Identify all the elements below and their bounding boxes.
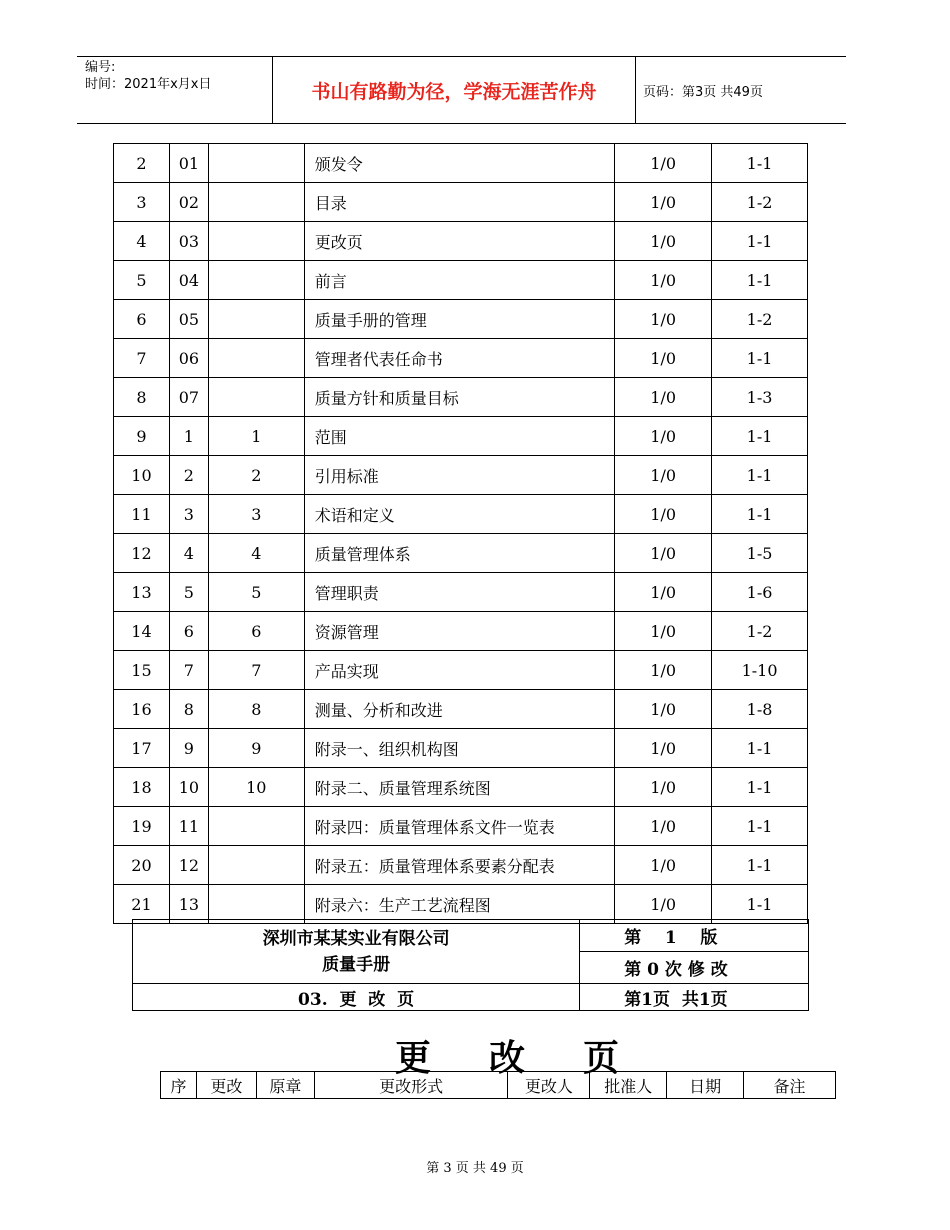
contents-row (114, 339, 808, 378)
change-column-header: 日期 (667, 1072, 744, 1099)
section-number-cell: 13 (169, 885, 208, 924)
page-range-cell: 1-6 (712, 573, 808, 612)
contents-row (114, 612, 808, 651)
chapter-cell: 10 (208, 768, 304, 807)
contents-row (114, 495, 808, 534)
version-cell: 1/0 (615, 690, 712, 729)
chapter-cell: 3 (208, 495, 304, 534)
contents-row (114, 846, 808, 885)
page-range-cell: 1-5 (712, 534, 808, 573)
document-date-label: 时间：2021年x月x日 (85, 77, 212, 92)
page-range-cell: 1-3 (712, 378, 808, 417)
version-cell: 1/0 (615, 144, 712, 183)
manual-title-block (132, 919, 809, 1011)
contents-row (114, 300, 808, 339)
contents-row (114, 261, 808, 300)
contents-row (114, 807, 808, 846)
chapter-cell: 9 (208, 729, 304, 768)
page-range-cell: 1-1 (712, 885, 808, 924)
chapter-cell (208, 339, 304, 378)
title-char: 更 (395, 1037, 432, 1079)
row-seq-cell: 10 (114, 456, 170, 495)
row-seq-cell: 9 (114, 417, 170, 456)
version-cell: 1/0 (615, 612, 712, 651)
row-seq-cell: 16 (114, 690, 170, 729)
contents-row (114, 456, 808, 495)
section-title-cell: 附录五：质量管理体系要素分配表 (304, 846, 615, 885)
section-number-cell: 01 (169, 144, 208, 183)
chapter-cell: 8 (208, 690, 304, 729)
row-seq-cell: 17 (114, 729, 170, 768)
row-seq-cell: 18 (114, 768, 170, 807)
page-range-cell: 1-1 (712, 261, 808, 300)
chapter-cell (208, 885, 304, 924)
section-title-cell: 产品实现 (304, 651, 615, 690)
change-column-header: 序 (161, 1072, 197, 1099)
section-number-cell: 5 (169, 573, 208, 612)
chapter-cell (208, 222, 304, 261)
section-title-cell: 管理者代表任命书 (304, 339, 615, 378)
section-number-cell: 2 (169, 456, 208, 495)
chapter-cell: 5 (208, 573, 304, 612)
contents-row (114, 378, 808, 417)
row-seq-cell: 21 (114, 885, 170, 924)
chapter-cell: 7 (208, 651, 304, 690)
row-seq-cell: 4 (114, 222, 170, 261)
page-range-cell: 1-1 (712, 417, 808, 456)
chapter-cell (208, 261, 304, 300)
section-title-cell: 颁发令 (304, 144, 615, 183)
page-info-cell: 第1页 共1页 (580, 984, 809, 1011)
section-number-cell: 05 (169, 300, 208, 339)
version-cell: 1/0 (615, 846, 712, 885)
page-range-cell: 1-2 (712, 300, 808, 339)
header-divider (635, 57, 636, 123)
change-column-header: 备注 (744, 1072, 836, 1099)
page-range-cell: 1-2 (712, 183, 808, 222)
chapter-cell: 6 (208, 612, 304, 651)
section-number-cell: 03 (169, 222, 208, 261)
change-column-header: 原章 (256, 1072, 314, 1099)
page-header (77, 56, 846, 124)
section-number-cell: 1 (169, 417, 208, 456)
company-name: 深圳市某某实业有限公司 (262, 928, 450, 949)
page-range-cell: 1-1 (712, 144, 808, 183)
header-page-number: 页码：第3页 共49页 (643, 84, 763, 100)
page-range-cell: 1-1 (712, 456, 808, 495)
chapter-cell (208, 807, 304, 846)
row-seq-cell: 14 (114, 612, 170, 651)
contents-row (114, 651, 808, 690)
version-cell: 1/0 (615, 300, 712, 339)
section-title-cell: 前言 (304, 261, 615, 300)
contents-table (113, 143, 808, 924)
chapter-cell (208, 144, 304, 183)
version-cell: 1/0 (615, 183, 712, 222)
contents-table-body (114, 144, 808, 924)
version-cell: 1/0 (615, 651, 712, 690)
version-cell: 1/0 (615, 261, 712, 300)
section-number-cell: 11 (169, 807, 208, 846)
contents-row (114, 417, 808, 456)
company-cell (133, 920, 580, 984)
version-cell: 1/0 (615, 222, 712, 261)
row-seq-cell: 5 (114, 261, 170, 300)
row-seq-cell: 20 (114, 846, 170, 885)
section-title-cell: 范围 (304, 417, 615, 456)
header-meta (85, 59, 271, 93)
section-title-cell: 资源管理 (304, 612, 615, 651)
contents-row (114, 573, 808, 612)
section-title-cell: 附录二、质量管理系统图 (304, 768, 615, 807)
section-cell: 03. 更 改 页 (133, 984, 580, 1011)
page-range-cell: 1-1 (712, 729, 808, 768)
section-title-cell: 质量管理体系 (304, 534, 615, 573)
change-column-header: 更改 (196, 1072, 256, 1099)
section-title-cell: 引用标准 (304, 456, 615, 495)
contents-row (114, 144, 808, 183)
page-range-cell: 1-8 (712, 690, 808, 729)
page-range-cell: 1-1 (712, 768, 808, 807)
row-seq-cell: 3 (114, 183, 170, 222)
row-seq-cell: 2 (114, 144, 170, 183)
section-number-cell: 9 (169, 729, 208, 768)
title-char: 页 (583, 1037, 620, 1079)
page-footer: 第 3 页 共 49 页 (426, 1161, 524, 1176)
section-number-cell: 06 (169, 339, 208, 378)
contents-row (114, 885, 808, 924)
page-range-cell: 1-1 (712, 495, 808, 534)
title-char: 改 (489, 1037, 526, 1079)
section-number-cell: 8 (169, 690, 208, 729)
change-column-header: 批准人 (590, 1072, 667, 1099)
version-cell: 1/0 (615, 885, 712, 924)
section-title-cell: 测量、分析和改进 (304, 690, 615, 729)
version-cell: 1/0 (615, 729, 712, 768)
row-seq-cell: 8 (114, 378, 170, 417)
section-title-cell: 目录 (304, 183, 615, 222)
section-title-cell: 附录六：生产工艺流程图 (304, 885, 615, 924)
version-cell: 1/0 (615, 495, 712, 534)
contents-row (114, 222, 808, 261)
section-number-cell: 10 (169, 768, 208, 807)
chapter-cell (208, 300, 304, 339)
section-number-cell: 7 (169, 651, 208, 690)
section-title-cell: 附录一、组织机构图 (304, 729, 615, 768)
version-cell: 1/0 (615, 807, 712, 846)
change-column-header: 更改人 (508, 1072, 590, 1099)
contents-row (114, 768, 808, 807)
change-column-header: 更改形式 (314, 1072, 508, 1099)
chapter-cell: 2 (208, 456, 304, 495)
page-range-cell: 1-2 (712, 612, 808, 651)
document-number-label: 编号: (85, 60, 116, 75)
version-cell: 1/0 (615, 768, 712, 807)
chapter-cell: 1 (208, 417, 304, 456)
row-seq-cell: 7 (114, 339, 170, 378)
section-number-cell: 4 (169, 534, 208, 573)
chapter-cell: 4 (208, 534, 304, 573)
contents-row (114, 729, 808, 768)
manual-name: 质量手册 (322, 954, 391, 975)
version-cell: 1/0 (615, 378, 712, 417)
row-seq-cell: 11 (114, 495, 170, 534)
row-seq-cell: 13 (114, 573, 170, 612)
version-cell: 1/0 (615, 417, 712, 456)
page-range-cell: 1-1 (712, 222, 808, 261)
section-title-cell: 质量方针和质量目标 (304, 378, 615, 417)
row-seq-cell: 15 (114, 651, 170, 690)
version-cell: 1/0 (615, 339, 712, 378)
section-number-cell: 04 (169, 261, 208, 300)
page-range-cell: 1-1 (712, 846, 808, 885)
section-title-cell: 附录四：质量管理体系文件一览表 (304, 807, 615, 846)
version-cell: 1/0 (615, 456, 712, 495)
chapter-cell (208, 846, 304, 885)
revision-cell: 第 0 次 修 改 (580, 952, 809, 984)
change-record-header-row (161, 1072, 836, 1099)
section-number-cell: 07 (169, 378, 208, 417)
header-motto: 书山有路勤为径，学海无涯苦作舟 (311, 80, 597, 103)
section-number-cell: 6 (169, 612, 208, 651)
edition-cell: 第 1 版 (580, 920, 809, 952)
section-number-cell: 12 (169, 846, 208, 885)
row-seq-cell: 19 (114, 807, 170, 846)
page-range-cell: 1-1 (712, 807, 808, 846)
row-seq-cell: 6 (114, 300, 170, 339)
row-seq-cell: 12 (114, 534, 170, 573)
section-number-cell: 02 (169, 183, 208, 222)
contents-row (114, 690, 808, 729)
section-title-cell: 术语和定义 (304, 495, 615, 534)
chapter-cell (208, 378, 304, 417)
chapter-cell (208, 183, 304, 222)
section-title-cell: 质量手册的管理 (304, 300, 615, 339)
section-number-cell: 3 (169, 495, 208, 534)
section-title-cell: 管理职责 (304, 573, 615, 612)
contents-row (114, 534, 808, 573)
change-record-table (160, 1071, 836, 1099)
contents-row (114, 183, 808, 222)
version-cell: 1/0 (615, 573, 712, 612)
version-cell: 1/0 (615, 534, 712, 573)
section-title-cell: 更改页 (304, 222, 615, 261)
page-range-cell: 1-1 (712, 339, 808, 378)
page-range-cell: 1-10 (712, 651, 808, 690)
